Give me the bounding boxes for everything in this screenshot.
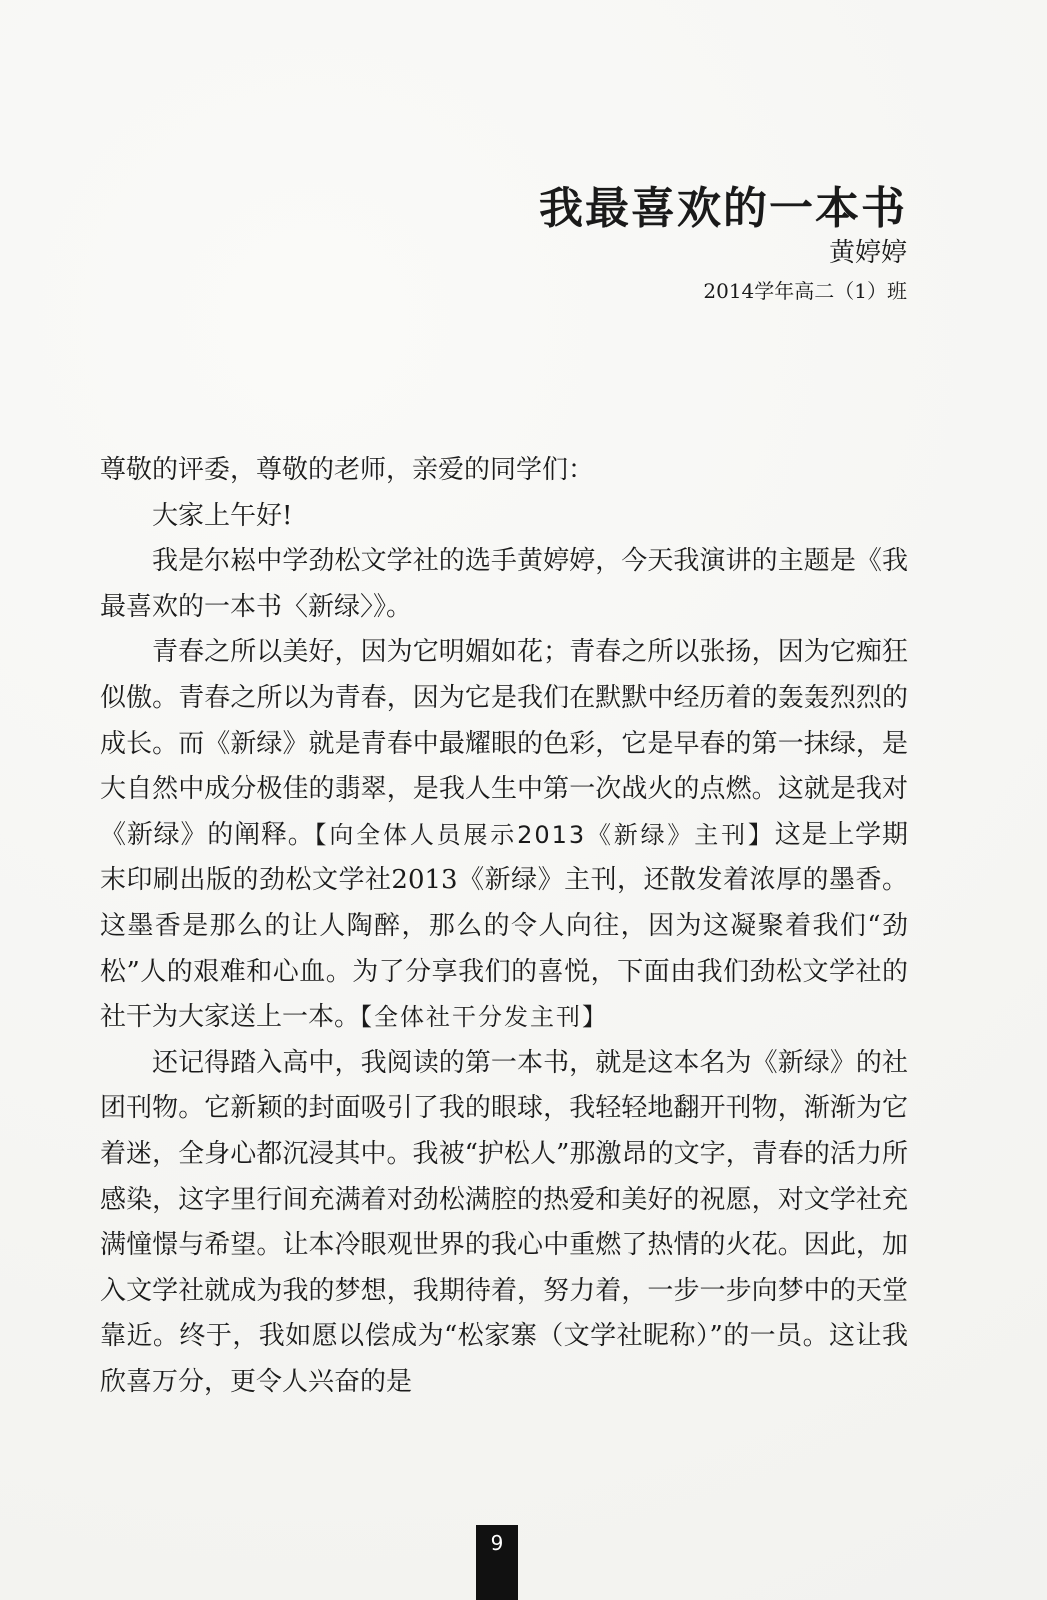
stage-direction-1: 【向全体人员展示2013《新绿》主刊】 (314, 820, 775, 849)
author-name: 黄婷婷 (828, 238, 907, 268)
stage-direction-2: 【全体社干分发主刊】 (360, 1003, 609, 1032)
page-number: 9 (476, 1525, 518, 1600)
paragraph-2-text-b: 这是上学期末印刷出版的劲松文学社2013《新绿》主刊，还散发着浓厚的墨香。这墨香是那么的让人陶醉，那么的令人向往，因为这凝聚着我们“劲松”人的艰难和心血。为了分享我们的喜悦，下面由我们劲松文学社的社干为大家送上一本。 (100, 819, 908, 1033)
paragraph-2 (100, 630, 908, 1040)
paragraph-1: 我是尔崧中学劲松文学社的选手黄婷婷，今天我演讲的主题是《我最喜欢的一本书〈新绿〉》。 (100, 546, 908, 622)
page-title: 我最喜欢的一本书 (539, 183, 907, 234)
article-body (100, 448, 908, 1405)
salutation: 尊敬的评委，尊敬的老师，亲爱的同学们： (100, 455, 595, 485)
paragraph-2-text-a: 青春之所以美好，因为它明媚如花；青春之所以张扬，因为它痴狂似傲。青春之所以为青春，因为它是我们在默默中经历着的轰轰烈烈的成长。而《新绿》就是青春中最耀眼的色彩，它是早春的第一抹绿，是大自然中成分极佳的翡翠，是我人生中第一次战火的点燃。这就是我对《新绿》的阐释。 (100, 637, 908, 850)
class-info: 2014学年高二（1）班 (703, 279, 907, 303)
paragraph-3: 还记得踏入高中，我阅读的第一本书，就是这本名为《新绿》的社团刊物。它新颖的封面吸引了我的眼球，我轻轻地翻开刊物，渐渐为它着迷，全身心都沉浸其中。我被“护松人”那激昂的文字，青春的活力所感染，这字里行间充满着对劲松满腔的热爱和美好的祝愿，对文学社充满憧憬与希望。让本冷眼观世界的我心中重燃了热情的火花。因此，加入文学社就成为我的梦想，我期待着，努力着，一步一步向梦中的天堂靠近。终于，我如愿以偿成为“松家寨（文学社昵称）”的一员。这让我欣喜万分，更令人兴奋的是 (100, 1047, 908, 1397)
greeting: 大家上午好! (152, 500, 293, 531)
